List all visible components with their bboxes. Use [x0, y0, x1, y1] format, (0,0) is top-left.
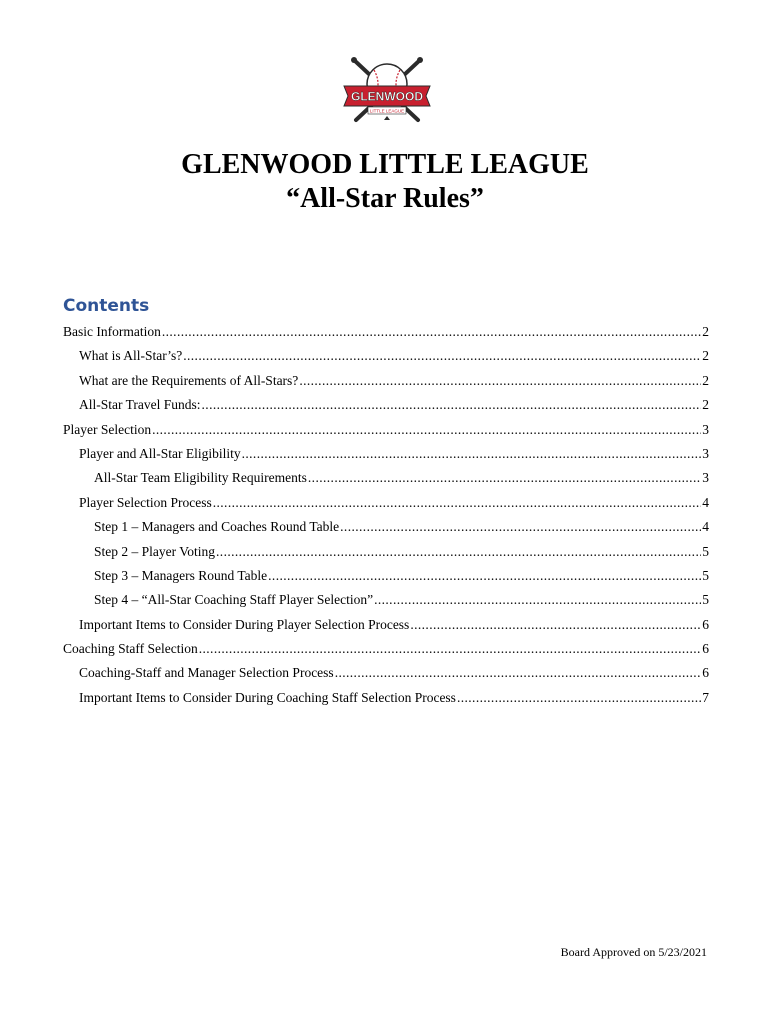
toc-entry-label: Basic Information [63, 324, 161, 339]
toc-entry-label: What is All-Star’s? [79, 348, 183, 364]
toc-entry-page: 3 [702, 421, 709, 437]
toc-entry-label: Step 1 – Managers and Coaches Round Table [94, 519, 340, 535]
glenwood-logo-icon [338, 56, 436, 126]
toc-entry-label: All-Star Travel Funds: [79, 397, 201, 413]
toc-entry-page: 2 [702, 397, 709, 413]
toc-entry-page: 4 [702, 519, 709, 535]
toc-leader-dots [299, 371, 701, 391]
toc-entry[interactable] [63, 639, 709, 663]
toc-entry-page: 2 [702, 324, 709, 339]
toc-entry[interactable] [63, 663, 709, 687]
toc-leader-dots [268, 566, 701, 586]
toc-leader-dots [242, 444, 702, 464]
toc-entry-label: Player and All-Star Eligibility [79, 445, 241, 461]
title-line-2: “All-Star Rules” [286, 183, 484, 214]
toc-entry-page: 5 [702, 567, 709, 583]
toc-entry-label: Important Items to Consider During Player Selection Process [79, 616, 410, 632]
board-approval-note: Board Approved on 5/23/2021 [560, 945, 707, 959]
toc-leader-dots [162, 322, 701, 342]
toc-entry-page: 2 [702, 348, 709, 364]
title-line-1: GLENWOOD LITTLE LEAGUE [181, 149, 589, 180]
toc-leader-dots [340, 517, 701, 537]
toc-entry[interactable] [63, 322, 709, 346]
toc-leader-dots [308, 468, 701, 488]
toc-entry-page: 3 [702, 470, 709, 486]
toc-entry-page: 6 [702, 616, 709, 632]
toc-entry-page: 5 [702, 592, 709, 608]
contents-heading: Contents [63, 296, 150, 316]
toc-entry[interactable] [63, 688, 709, 712]
toc-entry-page: 3 [702, 445, 709, 461]
toc-leader-dots [202, 395, 702, 415]
toc-entry[interactable] [63, 566, 709, 590]
toc-entry[interactable] [63, 468, 709, 492]
toc-entry-page: 6 [702, 665, 709, 681]
toc-entry-page: 4 [702, 494, 709, 510]
toc-entry-label: Step 2 – Player Voting [94, 543, 216, 559]
toc-entry-label: Player Selection Process [79, 494, 212, 510]
toc-leader-dots [199, 639, 702, 659]
toc-entry[interactable] [63, 420, 709, 444]
toc-entry[interactable] [63, 371, 709, 395]
toc-entry-page: 2 [702, 372, 709, 388]
toc-leader-dots [335, 663, 702, 683]
table-of-contents [63, 322, 709, 712]
toc-entry-page: 5 [702, 543, 709, 559]
toc-leader-dots [213, 493, 702, 513]
toc-entry[interactable] [63, 590, 709, 614]
toc-entry[interactable] [63, 517, 709, 541]
toc-entry[interactable] [63, 346, 709, 370]
logo-text: GLENWOOD [351, 89, 423, 104]
toc-entry-label: Coaching-Staff and Manager Selection Process [79, 665, 334, 681]
toc-entry-label: All-Star Team Eligibility Requirements [94, 470, 307, 486]
toc-entry-label: Step 4 – “All-Star Coaching Staff Player Selection” [94, 592, 374, 608]
toc-entry-label: Step 3 – Managers Round Table [94, 567, 268, 583]
toc-entry[interactable] [63, 444, 709, 468]
toc-leader-dots [216, 542, 701, 562]
toc-leader-dots [410, 615, 701, 635]
toc-leader-dots [374, 590, 701, 610]
toc-entry[interactable] [63, 493, 709, 517]
toc-entry[interactable] [63, 395, 709, 419]
toc-entry-label: Coaching Staff Selection [63, 641, 198, 657]
toc-entry-label: Player Selection [63, 421, 152, 437]
toc-leader-dots [457, 688, 701, 708]
logo-subtext: LITTLE LEAGUE [369, 108, 405, 114]
toc-entry-label: Important Items to Consider During Coaching Staff Selection Process [79, 689, 456, 705]
toc-leader-dots [183, 346, 701, 366]
toc-entry-page: 6 [702, 641, 709, 657]
toc-entry[interactable] [63, 615, 709, 639]
toc-entry[interactable] [63, 542, 709, 566]
toc-entry-label: What are the Requirements of All-Stars? [79, 372, 299, 388]
toc-leader-dots [152, 420, 701, 440]
document-title [0, 148, 770, 216]
toc-entry-page: 7 [702, 689, 709, 705]
